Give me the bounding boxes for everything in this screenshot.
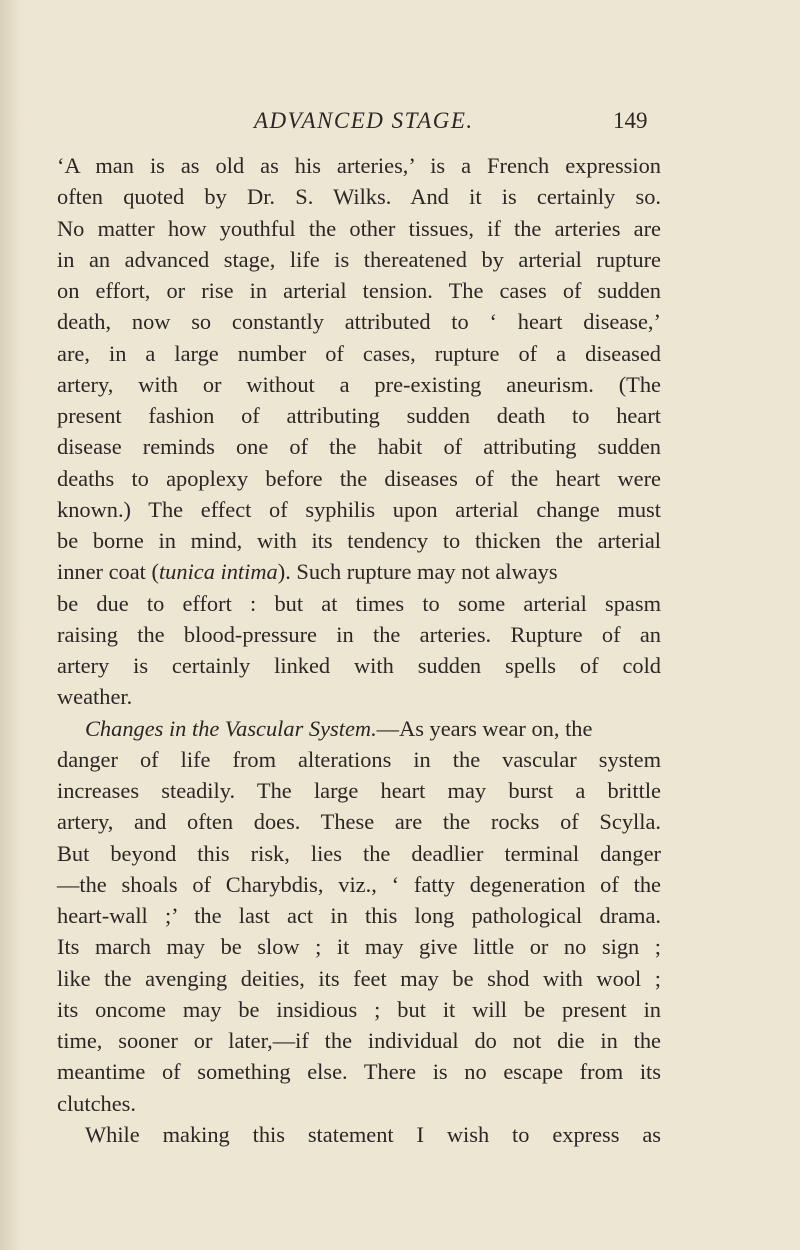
text-line: Its march may be slow ; it may give little or no sign ; bbox=[57, 934, 661, 960]
text-line: death, now so constantly attributed to ‘ heart disease,’ bbox=[57, 309, 661, 335]
text-fragment: —As years wear on, the bbox=[376, 715, 593, 741]
text-line: artery, and often does. These are the rocks of Scylla. bbox=[57, 809, 661, 835]
text-line: increases steadily. The large heart may burst a brittle bbox=[57, 778, 661, 803]
text-line: No matter how youthful the other tissues, if the arteries are bbox=[57, 215, 661, 241]
text-line: heart-wall ;’ the last act in this long pathological drama. bbox=[57, 903, 661, 928]
text-line: are, in a large number of cases, rupture of a diseased bbox=[57, 340, 661, 366]
text-line: artery is certainly linked with sudden spells of cold bbox=[57, 653, 661, 678]
section-start-line bbox=[57, 713, 661, 744]
text-line: disease reminds one of the habit of attributing sudden bbox=[57, 434, 661, 460]
text-line: in an advanced stage, life is thereatened by arterial rupture bbox=[57, 246, 661, 272]
text-line: known.) The effect of syphilis upon arterial change must bbox=[57, 496, 661, 522]
text-line: meantime of something else. There is no escape from its bbox=[57, 1059, 661, 1085]
text-line: —the shoals of Charybdis, viz., ‘ fatty degeneration of the bbox=[57, 871, 661, 897]
paragraph-start-line: While making this statement I wish to express as bbox=[85, 1121, 661, 1147]
text-line: like the avenging deities, its feet may be shod with wool ; bbox=[57, 965, 661, 991]
text-line: danger of life from alterations in the vascular system bbox=[57, 746, 661, 772]
text-line-with-italic bbox=[57, 556, 661, 587]
text-line: But beyond this risk, lies the deadlier terminal danger bbox=[57, 840, 661, 866]
text-line: deaths to apoplexy before the diseases of the heart were bbox=[57, 465, 661, 491]
text-line: weather. bbox=[57, 684, 133, 710]
text-line: be borne in mind, with its tendency to thicken the arterial bbox=[57, 528, 661, 553]
running-head bbox=[0, 108, 800, 140]
text-line: present fashion of attributing sudden death to heart bbox=[57, 403, 661, 428]
text-line: clutches. bbox=[57, 1090, 136, 1116]
page-number: 149 bbox=[613, 108, 648, 133]
text-line: time, sooner or later,—if the individual do not die in the bbox=[57, 1028, 661, 1053]
running-title: ADVANCED STAGE. bbox=[254, 108, 474, 133]
text-fragment: inner coat ( bbox=[57, 559, 159, 585]
text-line: ‘A man is as old as his arteries,’ is a French expression bbox=[57, 153, 661, 178]
italic-term: tunica intima bbox=[158, 559, 278, 585]
page-edge-shadow bbox=[0, 0, 22, 1250]
text-line: artery, with or without a pre-existing aneurism. (The bbox=[57, 371, 661, 397]
text-line: often quoted by Dr. S. Wilks. And it is certainly so. bbox=[57, 184, 661, 210]
text-line: its oncome may be insidious ; but it will be present in bbox=[57, 996, 661, 1022]
text-line: be due to effort : but at times to some arterial spasm bbox=[57, 590, 661, 616]
section-heading: Changes in the Vascular System. bbox=[85, 715, 377, 741]
text-line: on effort, or rise in arterial tension. The cases of sudden bbox=[57, 278, 661, 303]
text-line: raising the blood-pressure in the arteries. Rupture of an bbox=[57, 621, 661, 647]
body-text bbox=[57, 150, 661, 1150]
text-fragment: ). Such rupture may not always bbox=[277, 559, 558, 585]
